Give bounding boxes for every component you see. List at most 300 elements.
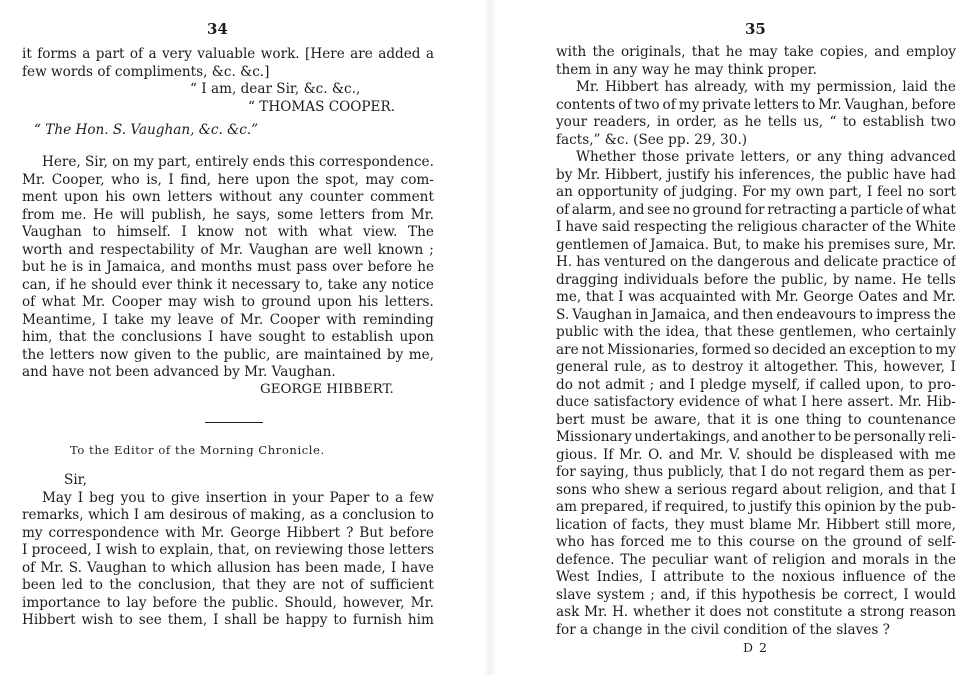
- word: the: [691, 254, 714, 270]
- word: But: [359, 524, 384, 541]
- text-line: [556, 44, 956, 62]
- word: and,: [660, 586, 691, 603]
- word: has: [275, 559, 300, 576]
- word: “: [829, 114, 837, 130]
- word: the: [92, 329, 115, 345]
- word: that: [691, 44, 720, 60]
- word: individuals: [623, 271, 699, 288]
- word: will: [119, 206, 145, 223]
- word: I: [102, 311, 108, 328]
- word: self-: [927, 534, 956, 550]
- word: S.: [68, 559, 82, 576]
- word: upon: [317, 294, 352, 310]
- word: of: [200, 241, 214, 258]
- word: them,: [167, 612, 208, 628]
- word: think: [176, 276, 213, 293]
- word: formed: [701, 341, 752, 358]
- word: particle: [850, 201, 904, 218]
- word: to: [672, 359, 686, 375]
- word: be: [262, 612, 280, 628]
- word: I: [168, 171, 174, 188]
- word: and: [618, 201, 645, 218]
- word: justify: [667, 166, 710, 183]
- text-line: [22, 490, 434, 508]
- word: my: [22, 524, 43, 541]
- word: religion: [772, 551, 826, 568]
- word: ground: [852, 534, 903, 550]
- word: know: [197, 224, 235, 240]
- word: copies,: [819, 44, 869, 60]
- text-line: [556, 587, 956, 605]
- page-number: 34: [207, 20, 228, 38]
- word: White: [915, 219, 956, 235]
- word: thing: [847, 149, 884, 165]
- word: part: [95, 46, 125, 62]
- word: I: [181, 224, 187, 240]
- word: Mr.: [410, 206, 434, 223]
- word: the: [711, 219, 734, 235]
- word: on: [801, 534, 819, 550]
- word: I: [903, 586, 909, 603]
- text-line: [22, 525, 434, 543]
- word: entirely: [195, 154, 249, 170]
- text-line: [22, 560, 434, 578]
- word: judging.: [681, 184, 738, 200]
- word: impress: [876, 306, 931, 323]
- word: with: [326, 311, 357, 328]
- word: have: [219, 329, 253, 345]
- word: The: [620, 551, 647, 568]
- word: the: [819, 166, 842, 183]
- word: letters: [389, 542, 434, 558]
- word: a: [425, 46, 434, 62]
- word: spot,: [325, 171, 359, 188]
- word: establish: [331, 329, 394, 345]
- word: by: [832, 271, 850, 288]
- text-line: [556, 394, 956, 412]
- word: not: [746, 604, 769, 620]
- word: then: [742, 306, 774, 323]
- text-line: [22, 294, 434, 312]
- word: to: [92, 224, 106, 240]
- word: have: [401, 559, 434, 576]
- word: establish: [862, 114, 925, 130]
- word: destroy: [691, 359, 744, 375]
- word: to: [176, 346, 191, 363]
- word: here: [811, 394, 843, 410]
- word: bert: [556, 411, 585, 428]
- text-line: [556, 412, 956, 430]
- word: do: [556, 376, 573, 393]
- word: shall: [224, 612, 257, 628]
- word: the: [899, 499, 922, 515]
- word: Mr.: [22, 171, 46, 188]
- word: displeased: [820, 446, 894, 463]
- word: was: [628, 289, 655, 305]
- word: your: [556, 114, 588, 130]
- word: but: [22, 259, 45, 275]
- signature-mark: D 2: [743, 640, 768, 655]
- word: of: [942, 254, 956, 270]
- word: sought: [258, 329, 306, 345]
- word: part,: [829, 184, 863, 200]
- word: him: [407, 612, 434, 628]
- word: maintained: [303, 346, 382, 363]
- word: be: [631, 411, 648, 428]
- word: my: [678, 96, 700, 113]
- text-line: [556, 604, 956, 622]
- word: part,: [157, 154, 192, 170]
- word: am: [143, 507, 165, 523]
- word: whether: [633, 604, 691, 620]
- word: make: [762, 236, 801, 253]
- word: laid: [902, 79, 928, 95]
- word: has: [664, 79, 689, 95]
- word: two: [634, 96, 660, 113]
- word: take: [114, 311, 145, 328]
- word: it: [22, 46, 32, 62]
- word: are: [350, 46, 373, 62]
- text-line: [556, 184, 956, 202]
- word: H.: [612, 604, 629, 620]
- word: exception: [849, 341, 916, 358]
- word: of: [220, 311, 234, 328]
- word: attribute: [663, 569, 725, 585]
- word: conclusions: [121, 329, 202, 345]
- word: to: [106, 594, 121, 611]
- word: making,: [250, 507, 306, 523]
- word: opportunity: [577, 184, 659, 200]
- word: Missionary: [556, 429, 632, 445]
- word: of: [129, 46, 144, 62]
- book-gutter: [484, 0, 496, 675]
- word: H.: [556, 254, 573, 270]
- word: may: [365, 171, 395, 188]
- word: to: [89, 577, 103, 593]
- word: on: [112, 154, 130, 170]
- word: what: [41, 294, 76, 310]
- word: I: [556, 219, 562, 235]
- word: me: [670, 534, 692, 550]
- word: for: [744, 201, 765, 218]
- word: valuable: [197, 46, 256, 62]
- word: on: [670, 254, 687, 270]
- word: regard: [731, 481, 778, 498]
- word: duce: [556, 394, 590, 410]
- word: over: [332, 259, 363, 275]
- word: which: [88, 507, 130, 523]
- word: I: [213, 612, 219, 628]
- word: Hibbert: [286, 524, 341, 541]
- word: some: [277, 206, 314, 223]
- word: pledge: [699, 376, 747, 393]
- word: I: [801, 394, 807, 410]
- word: as: [309, 507, 326, 523]
- word: the: [889, 219, 912, 235]
- word: have: [565, 219, 598, 235]
- word: Whether: [576, 149, 636, 165]
- word: not: [581, 341, 604, 358]
- word: to: [817, 429, 832, 445]
- word: any: [278, 189, 304, 205]
- word: want: [713, 551, 748, 568]
- word: my: [935, 341, 956, 358]
- word: contents: [556, 96, 616, 113]
- word: the: [753, 271, 776, 288]
- word: says,: [236, 206, 271, 223]
- text-line: [556, 324, 956, 342]
- word: admit: [605, 376, 645, 393]
- word: and: [874, 44, 900, 60]
- word: ends: [252, 154, 286, 170]
- word: beg: [89, 489, 115, 506]
- word: is,: [146, 171, 162, 188]
- word: that: [704, 324, 733, 340]
- word: pub-: [925, 499, 956, 515]
- word: name.: [854, 271, 897, 288]
- word: noxious: [782, 569, 835, 585]
- text-line: [556, 254, 956, 272]
- text-line: [556, 272, 956, 290]
- word: Mr.: [797, 516, 821, 533]
- word: upon: [63, 189, 99, 205]
- word: of: [232, 507, 246, 523]
- word: to: [697, 534, 712, 550]
- word: Vaughan: [572, 306, 633, 323]
- word: public,: [780, 271, 828, 288]
- word: Mr.: [576, 79, 600, 95]
- word: with: [740, 289, 771, 305]
- word: work.: [260, 46, 300, 62]
- word: to: [375, 489, 390, 506]
- word: before: [911, 96, 956, 113]
- text-line: [22, 207, 434, 225]
- text-line: for a change in the civil condition of the slaves ?: [556, 621, 890, 638]
- word: this: [710, 586, 737, 603]
- word: my: [790, 79, 811, 95]
- word: This,: [844, 359, 878, 375]
- word: of: [906, 201, 920, 218]
- word: George: [803, 289, 854, 305]
- word: you: [120, 489, 146, 506]
- word: myself,: [751, 376, 801, 393]
- word: very: [161, 46, 192, 62]
- letter-heading: To the Editor of the Morning Chronicle.: [70, 443, 325, 457]
- text-line: [556, 114, 956, 132]
- word: forms: [37, 46, 77, 62]
- word: my: [150, 311, 172, 328]
- word: a: [847, 604, 856, 620]
- word: shew: [624, 481, 660, 498]
- word: and: [902, 289, 929, 305]
- word: allusion: [216, 559, 271, 576]
- word: to: [119, 612, 133, 628]
- word: inferences,: [738, 166, 816, 183]
- word: called: [819, 376, 861, 393]
- word: Hibbert: [825, 516, 880, 533]
- word: without: [219, 189, 272, 205]
- word: conclusion,: [137, 577, 216, 593]
- word: Here,: [42, 154, 81, 170]
- word: and: [659, 376, 685, 393]
- word: Missionaries,: [606, 341, 699, 358]
- text-line: [556, 499, 956, 517]
- word: sure,: [894, 236, 929, 253]
- paragraph: [22, 154, 434, 382]
- word: take: [783, 44, 814, 60]
- word: of: [350, 577, 364, 593]
- word: with: [556, 44, 587, 60]
- text-line: [22, 329, 434, 347]
- word: he: [725, 44, 743, 60]
- word: the: [109, 577, 132, 593]
- word: the: [824, 534, 847, 550]
- word: me.: [61, 206, 87, 223]
- word: not: [321, 577, 344, 593]
- word: who: [861, 324, 891, 340]
- text-line: [556, 429, 956, 447]
- word: in: [914, 551, 929, 568]
- word: before: [389, 524, 434, 541]
- word: had: [930, 166, 956, 183]
- word: and: [68, 241, 95, 258]
- word: the: [296, 171, 319, 188]
- word: general: [556, 359, 609, 375]
- word: strong: [860, 604, 905, 620]
- word: system: [596, 586, 645, 603]
- word: pro-: [927, 376, 956, 393]
- word: to: [842, 114, 857, 130]
- word: of: [612, 516, 626, 533]
- word: they: [674, 516, 705, 533]
- word: Jamaica,: [106, 259, 166, 275]
- word: course: [749, 534, 796, 550]
- word: wish: [203, 294, 235, 310]
- word: public: [846, 166, 889, 183]
- word: Vaughan,: [844, 96, 909, 113]
- word: worth: [22, 241, 63, 258]
- word: of: [556, 201, 570, 218]
- word: of: [913, 569, 927, 585]
- word: I: [22, 542, 28, 558]
- word: in: [273, 489, 287, 506]
- word: publish,: [151, 206, 207, 223]
- word: Meantime,: [22, 311, 96, 328]
- word: private: [685, 149, 735, 165]
- text-line: [556, 202, 956, 220]
- word: public.: [231, 594, 279, 611]
- word: to: [151, 559, 166, 576]
- text-line: [556, 377, 956, 395]
- text-line: [22, 172, 434, 190]
- word: the: [22, 346, 45, 363]
- word: a: [664, 481, 673, 498]
- word: [Here: [305, 46, 345, 62]
- word: those: [641, 149, 680, 165]
- text-line: [556, 534, 956, 552]
- word: by: [386, 346, 404, 363]
- word: if: [55, 276, 65, 293]
- word: the: [933, 306, 956, 323]
- word: ;: [650, 586, 655, 603]
- word: the: [933, 79, 956, 95]
- word: Mr.: [239, 311, 264, 328]
- word: so: [753, 341, 770, 358]
- word: of: [662, 96, 676, 113]
- word: I: [689, 376, 696, 393]
- text-line: [556, 482, 956, 500]
- word: importance: [22, 594, 101, 611]
- word: me: [934, 446, 956, 463]
- word: it: [216, 276, 227, 293]
- word: letters,: [740, 149, 790, 165]
- word: have: [893, 166, 926, 183]
- section-divider: [205, 422, 263, 423]
- word: aware,: [654, 411, 701, 428]
- word: with: [754, 79, 785, 95]
- word: own: [132, 189, 161, 205]
- word: ?: [346, 524, 354, 541]
- word: order,: [676, 114, 717, 130]
- word: this: [289, 154, 315, 170]
- word: Should,: [284, 594, 337, 611]
- word: I: [133, 507, 140, 523]
- word: I: [950, 481, 956, 498]
- word: For: [742, 184, 766, 200]
- word: would: [914, 586, 956, 603]
- word: Indies,: [596, 569, 644, 585]
- word: readers,: [593, 114, 651, 130]
- text-line: [22, 46, 434, 64]
- word: necessary: [231, 276, 301, 293]
- text-line: [22, 507, 434, 525]
- word: saying,: [580, 464, 629, 480]
- word: made,: [343, 559, 386, 576]
- word: to,: [304, 276, 323, 293]
- word: I: [207, 329, 214, 345]
- text-line: [556, 167, 956, 185]
- word: endeavours: [776, 306, 857, 323]
- word: here: [217, 171, 249, 188]
- word: the: [752, 569, 775, 585]
- text-line: [556, 97, 956, 115]
- text-line: [22, 612, 434, 630]
- word: proceed,: [31, 542, 92, 558]
- word: your: [292, 489, 324, 506]
- word: influence: [842, 569, 906, 585]
- word: few: [409, 489, 434, 506]
- word: thing: [805, 411, 842, 428]
- word: as: [651, 359, 667, 375]
- word: view.: [363, 224, 398, 240]
- word: must: [590, 411, 625, 428]
- word: his: [105, 189, 126, 205]
- text-line: [556, 149, 956, 167]
- text-line: [22, 595, 434, 613]
- word: V.: [728, 446, 741, 463]
- word: must: [709, 516, 745, 533]
- word: does: [709, 604, 742, 620]
- word: one: [774, 411, 800, 428]
- word: publicly,: [667, 464, 725, 480]
- word: months: [201, 259, 253, 275]
- word: a: [395, 489, 404, 506]
- word: from: [371, 206, 404, 223]
- word: Mr.: [932, 289, 956, 305]
- word: already,: [694, 79, 749, 95]
- word: letters: [167, 189, 213, 205]
- word: my: [770, 184, 791, 200]
